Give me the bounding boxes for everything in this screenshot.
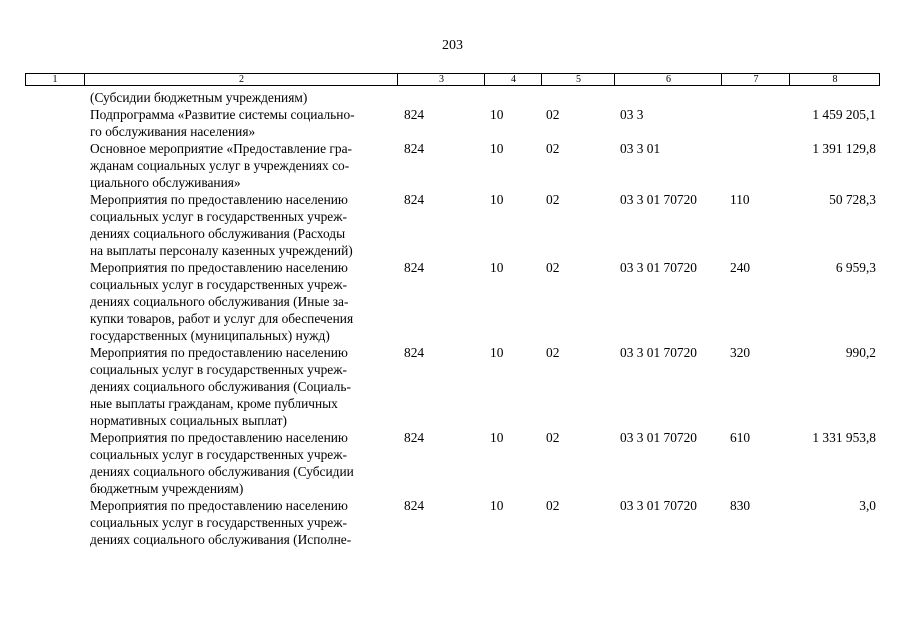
target-article-code: 03 3 01 70720 bbox=[620, 192, 697, 207]
subsection-code: 02 bbox=[546, 107, 560, 122]
table-row bbox=[0, 497, 905, 548]
table-row bbox=[0, 344, 905, 429]
page-number: 203 bbox=[442, 38, 463, 53]
ministry-code: 824 bbox=[404, 498, 425, 513]
column-header: 6 bbox=[614, 74, 722, 85]
ministry-code: 824 bbox=[404, 192, 425, 207]
expense-name: Мероприятия по предоставлению населению социальных услуг в государственных учреж- дениях социального обслуживания (Расходы на выплаты персоналу казенных учреждений) bbox=[90, 192, 353, 258]
expense-type-code: 830 bbox=[730, 498, 751, 513]
table-body bbox=[0, 89, 905, 548]
section-code: 10 bbox=[490, 107, 504, 122]
section-code: 10 bbox=[490, 260, 504, 275]
table-row bbox=[0, 106, 905, 140]
expense-name: Мероприятия по предоставлению населению социальных услуг в государственных учреж- дениях социального обслуживания (Исполне- bbox=[90, 498, 352, 547]
ministry-code: 824 bbox=[404, 107, 425, 122]
ministry-code: 824 bbox=[404, 260, 425, 275]
expense-name: (Субсидии бюджетным учреждениям) bbox=[90, 90, 308, 105]
ministry-code: 824 bbox=[404, 141, 425, 156]
table-header-row bbox=[25, 73, 880, 86]
section-code: 10 bbox=[490, 345, 504, 360]
table-row bbox=[0, 140, 905, 191]
amount-value: 1 459 205,1 bbox=[812, 107, 876, 122]
subsection-code: 02 bbox=[546, 345, 560, 360]
subsection-code: 02 bbox=[546, 498, 560, 513]
subsection-code: 02 bbox=[546, 141, 560, 156]
table-row bbox=[0, 191, 905, 259]
amount-value: 50 728,3 bbox=[829, 192, 876, 207]
table-row bbox=[0, 89, 905, 106]
column-header: 1 bbox=[52, 74, 58, 85]
ministry-code: 824 bbox=[404, 430, 425, 445]
section-code: 10 bbox=[490, 498, 504, 513]
expense-type-code: 610 bbox=[730, 430, 751, 445]
subsection-code: 02 bbox=[546, 192, 560, 207]
expense-name: Основное мероприятие «Предоставление гра- жданам социальных услуг в учреждениях со- циального обслуживания» bbox=[90, 141, 352, 190]
expense-name: Подпрограмма «Развитие системы социально- го обслуживания населения» bbox=[90, 107, 355, 139]
column-header: 3 bbox=[397, 74, 485, 85]
section-code: 10 bbox=[490, 141, 504, 156]
target-article-code: 03 3 01 bbox=[620, 141, 661, 156]
column-header: 4 bbox=[484, 74, 542, 85]
expense-type-code: 240 bbox=[730, 260, 751, 275]
amount-value: 1 331 953,8 bbox=[812, 430, 876, 445]
expense-type-code: 110 bbox=[730, 192, 750, 207]
subsection-code: 02 bbox=[546, 260, 560, 275]
table-row bbox=[0, 429, 905, 497]
table-row bbox=[0, 259, 905, 344]
expense-type-code: 320 bbox=[730, 345, 751, 360]
amount-value: 3,0 bbox=[859, 498, 876, 513]
amount-value: 6 959,3 bbox=[835, 260, 876, 275]
target-article-code: 03 3 01 70720 bbox=[620, 430, 697, 445]
expense-name: Мероприятия по предоставлению населению социальных услуг в государственных учреж- дениях социального обслуживания (Субсидии бюджетным учреждениям) bbox=[90, 430, 354, 496]
target-article-code: 03 3 bbox=[620, 107, 644, 122]
subsection-code: 02 bbox=[546, 430, 560, 445]
amount-value: 1 391 129,8 bbox=[812, 141, 876, 156]
column-header: 7 bbox=[721, 74, 790, 85]
target-article-code: 03 3 01 70720 bbox=[620, 498, 697, 513]
ministry-code: 824 bbox=[404, 345, 425, 360]
target-article-code: 03 3 01 70720 bbox=[620, 260, 697, 275]
expense-name: Мероприятия по предоставлению населению социальных услуг в государственных учреж- дениях социального обслуживания (Социаль- ные выплаты гражданам, кроме публичных нормативных социальных выплат) bbox=[90, 345, 351, 428]
section-code: 10 bbox=[490, 430, 504, 445]
amount-value: 990,2 bbox=[845, 345, 876, 360]
target-article-code: 03 3 01 70720 bbox=[620, 345, 697, 360]
column-header: 8 bbox=[789, 74, 880, 85]
expense-name: Мероприятия по предоставлению населению социальных услуг в государственных учреж- дениях социального обслуживания (Иные за- купки товаров, работ и услуг для обеспечения государственных (муниципальных) нужд) bbox=[90, 260, 354, 343]
column-header: 5 bbox=[541, 74, 615, 85]
column-header: 2 bbox=[84, 74, 398, 85]
section-code: 10 bbox=[490, 192, 504, 207]
